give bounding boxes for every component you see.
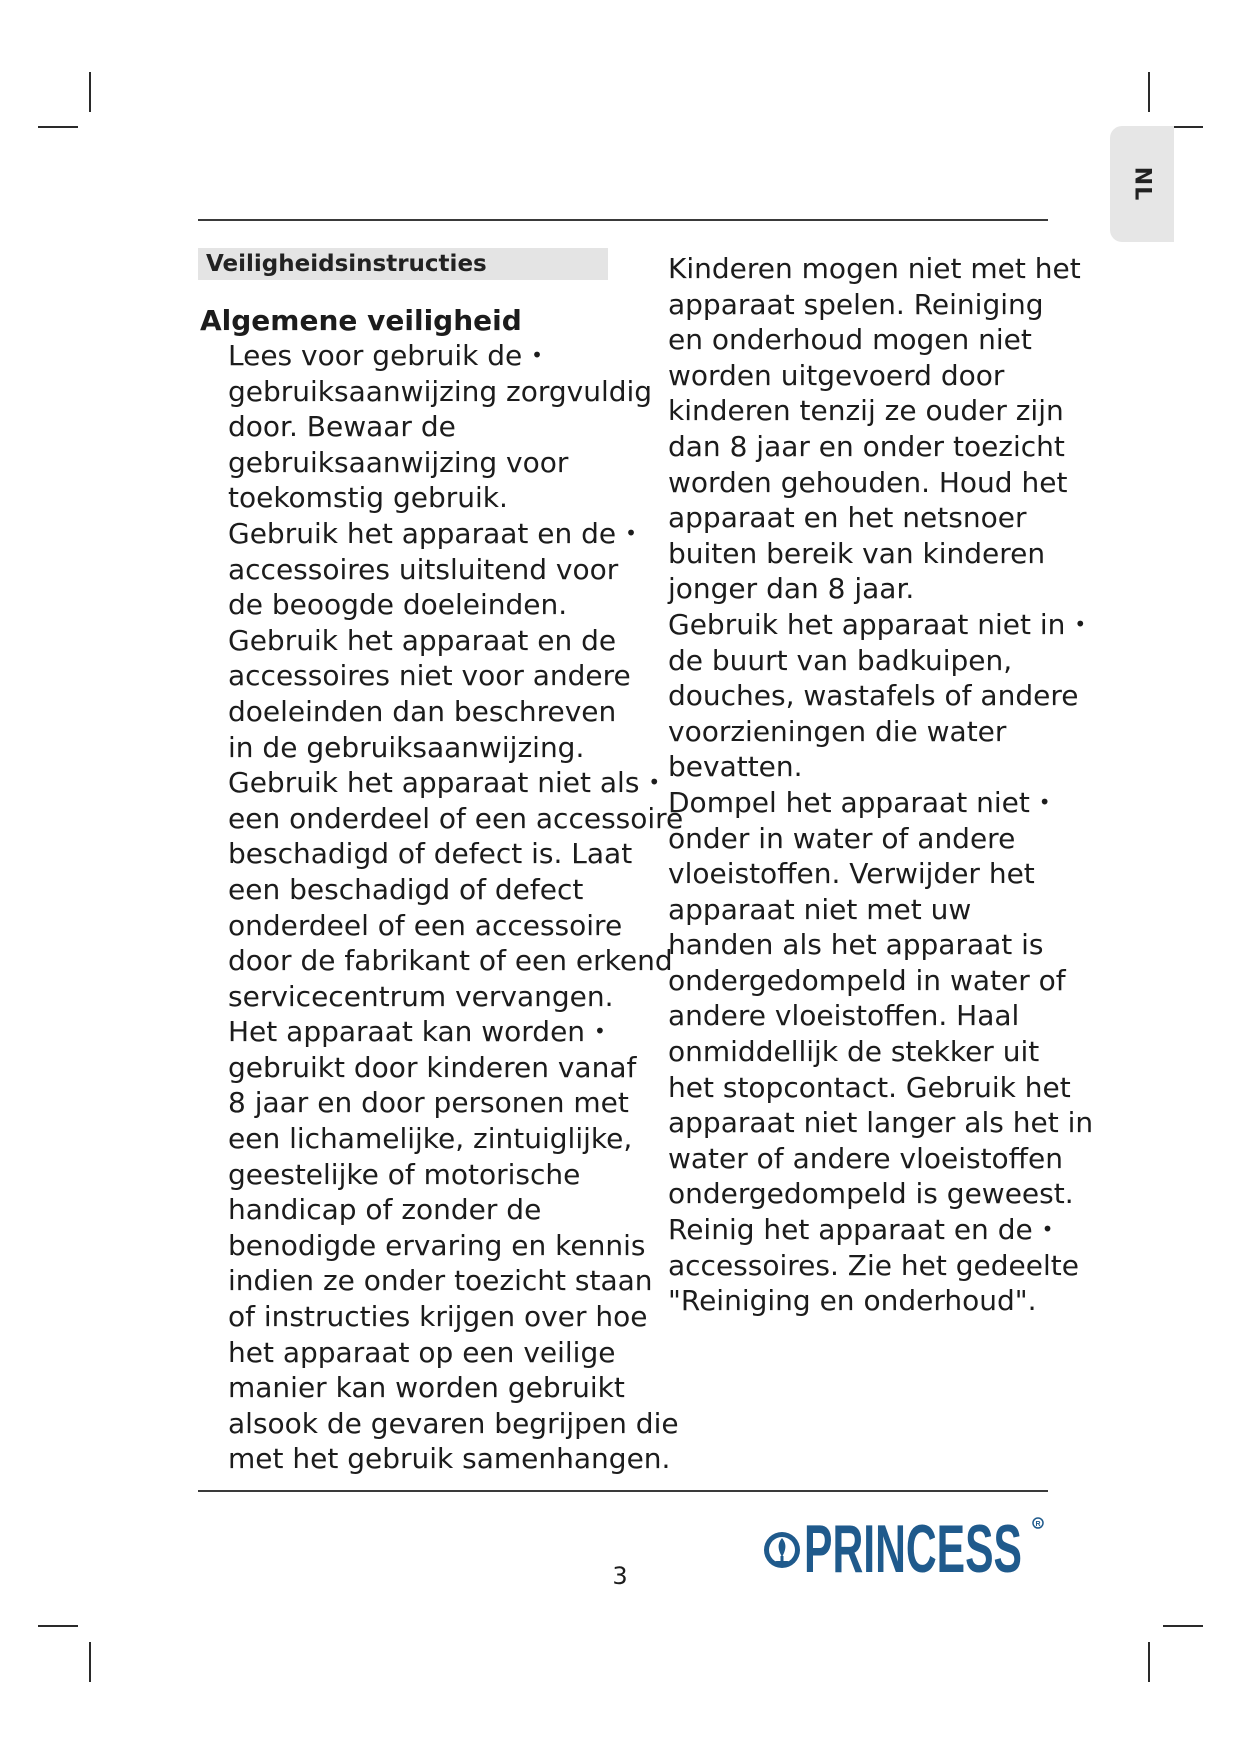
text-line: of instructies krijgen over hoe [228, 1300, 648, 1334]
text-line: en onderhoud mogen niet [668, 323, 1032, 357]
text-line: accessoires uitsluitend voor [228, 552, 619, 586]
page-number: 3 [612, 1562, 628, 1590]
princess-logo [764, 1510, 1048, 1594]
svg-text:R: R [1035, 1521, 1041, 1528]
text-line: dan 8 jaar en onder toezicht [668, 429, 1065, 463]
text-line: handicap of zonder de [228, 1193, 542, 1227]
bottom-rule [198, 1490, 1048, 1492]
crop-mark-bottom-right-horizontal [1163, 1625, 1203, 1627]
right-column [668, 251, 1094, 1319]
crop-mark-bottom-right-vertical [1148, 1642, 1150, 1682]
text-line: kinderen tenzij ze ouder zijn [668, 394, 1064, 428]
text-line: gebruiksaanwijzing zorgvuldig [228, 374, 653, 408]
text-line: alsook de gevaren begrijpen die [228, 1406, 679, 1440]
text-line: Gebruik het apparaat niet in • [668, 607, 1087, 641]
bullet-icon: • [1074, 611, 1087, 636]
text-line: geestelijke of motorische [228, 1157, 581, 1191]
text-line: in de gebruiksaanwijzing. [228, 730, 585, 764]
text-line: apparaat niet met uw [668, 892, 972, 926]
text-line: vloeistoffen. Verwijder het [668, 857, 1035, 891]
bullet-icon: • [593, 1019, 606, 1044]
text-line: Reinig het apparaat en de • [668, 1213, 1054, 1247]
text-line: buiten bereik van kinderen [668, 536, 1046, 570]
crop-mark-bottom-left-horizontal [38, 1625, 78, 1627]
text-line: ondergedompeld in water of [668, 963, 1066, 997]
text-line: Gebruik het apparaat en de [228, 623, 617, 657]
crop-mark-bottom-left-vertical [89, 1642, 91, 1682]
text-line: de beoogde doeleinden. [228, 588, 568, 622]
bullet-icon: • [648, 770, 661, 795]
section-label: Veiligheidsinstructies [198, 248, 608, 280]
text-line: apparaat niet langer als het in [668, 1106, 1094, 1140]
text-line: ondergedompeld is geweest. [668, 1177, 1074, 1211]
text-line: bevatten. [668, 750, 803, 784]
text-line: water of andere vloeistoffen [668, 1141, 1063, 1175]
text-line: gebruikt door kinderen vanaf [228, 1050, 637, 1084]
text-line: de buurt van badkuipen, [668, 643, 1013, 677]
text-line: het stopcontact. Gebruik het [668, 1070, 1071, 1104]
text-line: Het apparaat kan worden • [228, 1015, 606, 1049]
text-line: onder in water of andere [668, 821, 1016, 855]
language-tab [1110, 126, 1174, 242]
text-line: door de fabrikant of een erkend [228, 944, 673, 978]
text-line: een lichamelijke, zintuiglijke, [228, 1122, 633, 1156]
crop-mark-top-right-vertical [1148, 72, 1150, 112]
text-line: apparaat spelen. Reiniging [668, 287, 1044, 321]
text-line: benodigde ervaring en kennis [228, 1228, 646, 1262]
text-line: het apparaat op een veilige [228, 1335, 616, 1369]
left-column [228, 338, 684, 1477]
text-line: doeleinden dan beschreven [228, 694, 617, 728]
text-line: 8 jaar en door personen met [228, 1086, 629, 1120]
text-line: een beschadigd of defect [228, 872, 584, 906]
text-line: Lees voor gebruik de • [228, 339, 543, 372]
text-line: gebruiksaanwijzing voor [228, 445, 569, 479]
bullet-icon: • [531, 343, 543, 367]
text-line: voorzieningen die water [668, 714, 1007, 748]
text-line: Kinderen mogen niet met het [668, 252, 1081, 285]
text-line: douches, wastafels of andere [668, 679, 1079, 713]
bullet-icon: • [1041, 1217, 1054, 1242]
crop-mark-top-left-vertical [89, 72, 91, 112]
text-line: door. Bewaar de [228, 410, 456, 444]
brand-wordmark: PRINCESS [804, 1511, 1022, 1587]
text-line: met het gebruik samenhangen. [228, 1442, 671, 1476]
text-line: onmiddellijk de stekker uit [668, 1035, 1040, 1069]
text-line: Gebruik het apparaat en de • [228, 516, 637, 550]
text-line: Gebruik het apparaat niet als • [228, 766, 661, 800]
text-line: accessoires. Zie het gedeelte [668, 1248, 1079, 1282]
text-line: toekomstig gebruik. [228, 481, 508, 515]
text-line: beschadigd of defect is. Laat [228, 837, 633, 871]
text-line: worden gehouden. Houd het [668, 465, 1068, 499]
text-line: een onderdeel of een accessoire [228, 801, 684, 835]
text-line: accessoires niet voor andere [228, 659, 631, 693]
text-line: onderdeel of een accessoire [228, 908, 623, 942]
top-rule [198, 219, 1048, 221]
bullet-icon: • [625, 520, 637, 545]
subheading: Algemene veiligheid [200, 304, 522, 337]
text-line: Dompel het apparaat niet • [668, 785, 1051, 819]
language-tab-label: NL [1129, 166, 1155, 202]
text-line: "Reiniging en onderhoud". [668, 1284, 1037, 1318]
bullet-icon: • [1038, 789, 1051, 814]
text-line: jonger dan 8 jaar. [668, 572, 915, 606]
text-line: servicecentrum vervangen. [228, 979, 614, 1013]
text-line: apparaat en het netsnoer [668, 501, 1027, 535]
text-line: indien ze onder toezicht staan [228, 1264, 653, 1298]
text-line: manier kan worden gebruikt [228, 1371, 625, 1405]
text-line: handen als het apparaat is [668, 928, 1044, 962]
text-line: worden uitgevoerd door [668, 358, 1005, 392]
crop-mark-top-left-horizontal [38, 126, 78, 128]
text-line: andere vloeistoffen. Haal [668, 999, 1020, 1033]
